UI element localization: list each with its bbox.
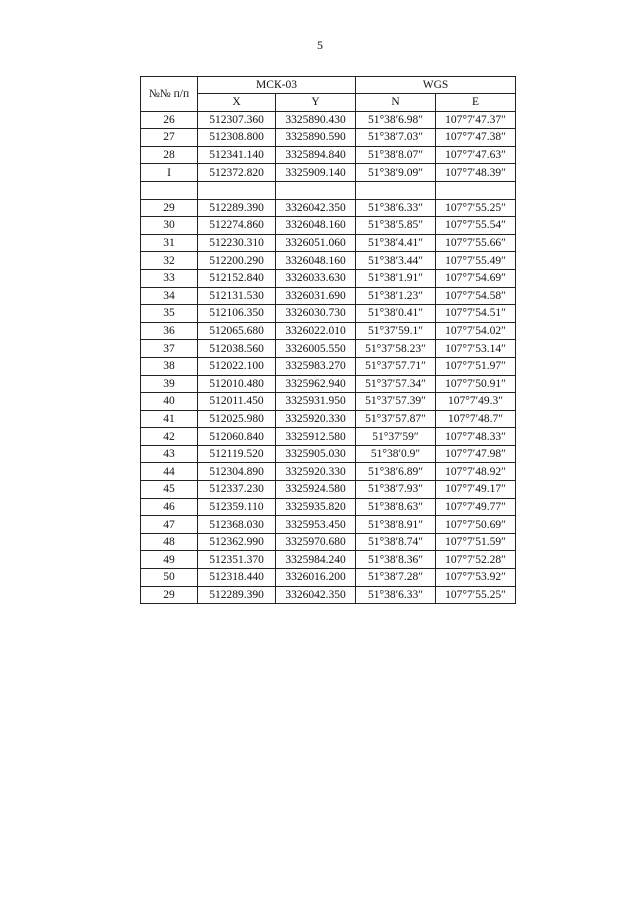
- n-cell: 51°38′7.03″: [356, 129, 436, 147]
- y-cell: 3326033.630: [276, 269, 356, 287]
- table-row: [141, 305, 516, 323]
- e-cell: 107°7′47.98″: [436, 445, 516, 463]
- y-cell: 3326042.350: [276, 586, 356, 604]
- n-cell: 51°38′6.89″: [356, 463, 436, 481]
- x-cell: 512318.440: [198, 569, 276, 587]
- n-cell: 51°37′58.23″: [356, 340, 436, 358]
- table-row: [141, 445, 516, 463]
- x-cell: 512152.840: [198, 269, 276, 287]
- x-cell: 512010.480: [198, 375, 276, 393]
- point-number-cell: 43: [141, 445, 198, 463]
- e-cell: 107°7′47.63″: [436, 146, 516, 164]
- x-cell: 512011.450: [198, 393, 276, 411]
- table-row: [141, 586, 516, 604]
- x-cell: 512337.230: [198, 481, 276, 499]
- table-row: [141, 375, 516, 393]
- e-cell: 107°7′55.66″: [436, 234, 516, 252]
- e-cell: 107°7′51.59″: [436, 533, 516, 551]
- point-number-cell: 44: [141, 463, 198, 481]
- n-cell: 51°37′57.34″: [356, 375, 436, 393]
- n-cell: 51°38′8.63″: [356, 498, 436, 516]
- header-wgs: WGS: [356, 77, 516, 94]
- y-cell: 3325909.140: [276, 164, 356, 182]
- x-cell: [198, 181, 276, 199]
- table-row: [141, 129, 516, 147]
- table-row: [141, 181, 516, 199]
- point-number-cell: 48: [141, 533, 198, 551]
- x-cell: 512200.290: [198, 252, 276, 270]
- table-row: [141, 357, 516, 375]
- n-cell: 51°38′9.09″: [356, 164, 436, 182]
- e-cell: 107°7′55.54″: [436, 217, 516, 235]
- x-cell: 512131.530: [198, 287, 276, 305]
- e-cell: 107°7′49.3″: [436, 393, 516, 411]
- x-cell: 512307.360: [198, 111, 276, 129]
- table-row: [141, 287, 516, 305]
- table-row: [141, 146, 516, 164]
- table-row: [141, 269, 516, 287]
- point-number-cell: 47: [141, 516, 198, 534]
- x-cell: 512359.110: [198, 498, 276, 516]
- table-row: [141, 164, 516, 182]
- n-cell: 51°38′3.44″: [356, 252, 436, 270]
- point-number-cell: 40: [141, 393, 198, 411]
- table-row: [141, 234, 516, 252]
- x-cell: 512368.030: [198, 516, 276, 534]
- point-number-cell: [141, 181, 198, 199]
- coordinates-table: [140, 76, 516, 604]
- point-number-cell: 27: [141, 129, 198, 147]
- page-number: 5: [317, 38, 323, 52]
- y-cell: 3325935.820: [276, 498, 356, 516]
- point-number-cell: 28: [141, 146, 198, 164]
- e-cell: 107°7′47.38″: [436, 129, 516, 147]
- point-number-cell: 30: [141, 217, 198, 235]
- y-cell: 3325890.590: [276, 129, 356, 147]
- e-cell: 107°7′48.92″: [436, 463, 516, 481]
- y-cell: 3325924.580: [276, 481, 356, 499]
- y-cell: 3326030.730: [276, 305, 356, 323]
- e-cell: 107°7′50.91″: [436, 375, 516, 393]
- point-number-cell: 41: [141, 410, 198, 428]
- x-cell: 512289.390: [198, 199, 276, 217]
- point-number-cell: 32: [141, 252, 198, 270]
- point-number-cell: 35: [141, 305, 198, 323]
- x-cell: 512372.820: [198, 164, 276, 182]
- table-row: [141, 569, 516, 587]
- e-cell: 107°7′48.7″: [436, 410, 516, 428]
- n-cell: 51°38′1.91″: [356, 269, 436, 287]
- e-cell: 107°7′55.25″: [436, 586, 516, 604]
- x-cell: 512341.140: [198, 146, 276, 164]
- x-cell: 512065.680: [198, 322, 276, 340]
- n-cell: 51°37′57.39″: [356, 393, 436, 411]
- x-cell: 512362.990: [198, 533, 276, 551]
- table-row: [141, 481, 516, 499]
- n-cell: 51°37′57.87″: [356, 410, 436, 428]
- n-cell: 51°38′6.33″: [356, 586, 436, 604]
- y-cell: 3325983.270: [276, 357, 356, 375]
- n-cell: 51°38′5.85″: [356, 217, 436, 235]
- table-row: [141, 322, 516, 340]
- e-cell: 107°7′51.97″: [436, 357, 516, 375]
- point-number-cell: 33: [141, 269, 198, 287]
- point-number-cell: 42: [141, 428, 198, 446]
- y-cell: 3326031.690: [276, 287, 356, 305]
- n-cell: 51°38′7.93″: [356, 481, 436, 499]
- n-cell: 51°38′4.41″: [356, 234, 436, 252]
- n-cell: 51°38′8.36″: [356, 551, 436, 569]
- n-cell: 51°38′6.98″: [356, 111, 436, 129]
- e-cell: 107°7′54.58″: [436, 287, 516, 305]
- n-cell: 51°37′57.71″: [356, 357, 436, 375]
- e-cell: [436, 181, 516, 199]
- x-cell: 512308.800: [198, 129, 276, 147]
- x-cell: 512022.100: [198, 357, 276, 375]
- point-number-cell: 38: [141, 357, 198, 375]
- point-number-cell: 50: [141, 569, 198, 587]
- point-number-cell: 49: [141, 551, 198, 569]
- y-cell: 3325912.580: [276, 428, 356, 446]
- point-number-cell: 39: [141, 375, 198, 393]
- n-cell: 51°38′6.33″: [356, 199, 436, 217]
- y-cell: 3325894.840: [276, 146, 356, 164]
- x-cell: 512304.890: [198, 463, 276, 481]
- n-cell: 51°38′8.91″: [356, 516, 436, 534]
- e-cell: 107°7′47.37″: [436, 111, 516, 129]
- point-number-cell: 45: [141, 481, 198, 499]
- header-x: X: [198, 94, 276, 112]
- y-cell: 3325962.940: [276, 375, 356, 393]
- n-cell: 51°38′0.41″: [356, 305, 436, 323]
- y-cell: 3326048.160: [276, 252, 356, 270]
- e-cell: 107°7′49.77″: [436, 498, 516, 516]
- y-cell: [276, 181, 356, 199]
- n-cell: 51°37′59″: [356, 428, 436, 446]
- point-number-cell: I: [141, 164, 198, 182]
- x-cell: 512038.560: [198, 340, 276, 358]
- n-cell: 51°38′8.07″: [356, 146, 436, 164]
- header-y: Y: [276, 94, 356, 112]
- header-n: N: [356, 94, 436, 112]
- e-cell: 107°7′49.17″: [436, 481, 516, 499]
- n-cell: 51°38′7.28″: [356, 569, 436, 587]
- y-cell: 3326016.200: [276, 569, 356, 587]
- x-cell: 512274.860: [198, 217, 276, 235]
- point-number-cell: 37: [141, 340, 198, 358]
- e-cell: 107°7′54.51″: [436, 305, 516, 323]
- x-cell: 512119.520: [198, 445, 276, 463]
- y-cell: 3325953.450: [276, 516, 356, 534]
- e-cell: 107°7′55.49″: [436, 252, 516, 270]
- y-cell: 3326005.550: [276, 340, 356, 358]
- n-cell: 51°37′59.1″: [356, 322, 436, 340]
- e-cell: 107°7′48.39″: [436, 164, 516, 182]
- x-cell: 512025.980: [198, 410, 276, 428]
- header-point-number: №№ п/п: [141, 77, 198, 112]
- table-row: [141, 498, 516, 516]
- y-cell: 3325920.330: [276, 463, 356, 481]
- table-header: [141, 77, 516, 112]
- x-cell: 512289.390: [198, 586, 276, 604]
- y-cell: 3325931.950: [276, 393, 356, 411]
- n-cell: 51°38′0.9″: [356, 445, 436, 463]
- x-cell: 512060.840: [198, 428, 276, 446]
- y-cell: 3325905.030: [276, 445, 356, 463]
- y-cell: 3325920.330: [276, 410, 356, 428]
- y-cell: 3326042.350: [276, 199, 356, 217]
- table-row: [141, 340, 516, 358]
- e-cell: 107°7′53.14″: [436, 340, 516, 358]
- point-number-cell: 31: [141, 234, 198, 252]
- table-body: [141, 111, 516, 604]
- y-cell: 3326048.160: [276, 217, 356, 235]
- header-msk-03: МСК-03: [198, 77, 356, 94]
- n-cell: 51°38′1.23″: [356, 287, 436, 305]
- point-number-cell: 36: [141, 322, 198, 340]
- e-cell: 107°7′52.28″: [436, 551, 516, 569]
- x-cell: 512351.370: [198, 551, 276, 569]
- x-cell: 512230.310: [198, 234, 276, 252]
- y-cell: 3326022.010: [276, 322, 356, 340]
- table-row: [141, 533, 516, 551]
- e-cell: 107°7′54.69″: [436, 269, 516, 287]
- point-number-cell: 46: [141, 498, 198, 516]
- e-cell: 107°7′54.02″: [436, 322, 516, 340]
- header-e: E: [436, 94, 516, 112]
- e-cell: 107°7′50.69″: [436, 516, 516, 534]
- table-row: [141, 463, 516, 481]
- x-cell: 512106.350: [198, 305, 276, 323]
- n-cell: [356, 181, 436, 199]
- table-row: [141, 252, 516, 270]
- y-cell: 3326051.060: [276, 234, 356, 252]
- e-cell: 107°7′53.92″: [436, 569, 516, 587]
- y-cell: 3325984.240: [276, 551, 356, 569]
- table-row: [141, 516, 516, 534]
- y-cell: 3325890.430: [276, 111, 356, 129]
- y-cell: 3325970.680: [276, 533, 356, 551]
- table-row: [141, 393, 516, 411]
- point-number-cell: 29: [141, 199, 198, 217]
- table-row: [141, 428, 516, 446]
- table-row: [141, 410, 516, 428]
- n-cell: 51°38′8.74″: [356, 533, 436, 551]
- table-row: [141, 111, 516, 129]
- e-cell: 107°7′48.33″: [436, 428, 516, 446]
- point-number-cell: 26: [141, 111, 198, 129]
- table-row: [141, 551, 516, 569]
- table-row: [141, 217, 516, 235]
- point-number-cell: 34: [141, 287, 198, 305]
- e-cell: 107°7′55.25″: [436, 199, 516, 217]
- table-row: [141, 199, 516, 217]
- point-number-cell: 29: [141, 586, 198, 604]
